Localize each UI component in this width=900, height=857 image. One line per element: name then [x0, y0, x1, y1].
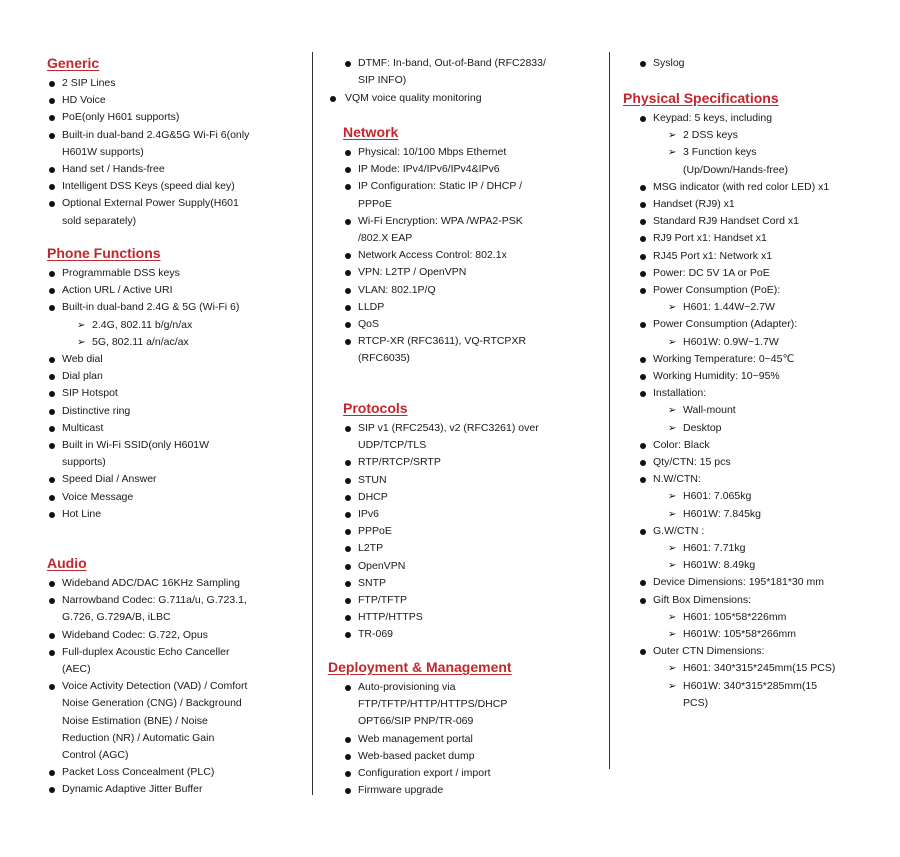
- bullet-icon: [345, 150, 351, 156]
- list-item-text: Full-duplex Acoustic Echo Canceller: [62, 645, 230, 658]
- bullet-icon: [345, 219, 351, 225]
- section-heading: Generic: [47, 55, 100, 71]
- bullet-icon: [640, 236, 646, 242]
- bullet-icon: [345, 288, 351, 294]
- list-item-text: G.W/CTN :: [653, 524, 705, 537]
- bullet-icon: [345, 754, 351, 760]
- list-item-text: H601W supports): [62, 145, 144, 158]
- bullet-icon: [345, 529, 351, 535]
- list-item-text: Built in Wi-Fi SSID(only H601W: [62, 439, 210, 451]
- list-item-text: IPv6: [358, 508, 380, 520]
- list-item-text: Narrowband Codec: G.711a/u, G.723.1,: [62, 594, 247, 607]
- bullet-icon: [640, 357, 646, 363]
- list-item-text: SNTP: [358, 576, 387, 589]
- bullet-icon: [49, 512, 55, 518]
- list-item-text: G.726, G.729A/B, iLBC: [62, 611, 171, 624]
- list-item-text: RTP/RTCP/SRTP: [358, 456, 441, 469]
- list-item-text: VLAN: 802.1P/Q: [358, 283, 436, 296]
- sub-item-text: (Up/Down/Hands-free): [683, 163, 789, 176]
- list-item-text: Speed Dial / Answer: [62, 473, 157, 486]
- bullet-icon: [345, 253, 351, 259]
- bullet-icon: [345, 339, 351, 345]
- bullet-icon: [345, 581, 351, 587]
- list-item-text: Wi-Fi Encryption: WPA /WPA2-PSK: [358, 214, 523, 227]
- bullet-icon: [640, 219, 646, 225]
- list-item-text: Outer CTN Dimensions:: [653, 645, 765, 658]
- section-heading: Protocols: [343, 400, 408, 416]
- bullet-icon: [640, 443, 646, 449]
- bullet-icon: [345, 460, 351, 466]
- list-item-text: Auto-provisioning via: [358, 681, 456, 693]
- list-item-text: Configuration export / import: [358, 767, 491, 779]
- list-item-text: RJ9 Port x1: Handset x1: [653, 232, 767, 245]
- list-item-text: Noise Estimation (BNE) / Noise: [62, 714, 208, 727]
- list-item-text: VPN: L2TP / OpenVPN: [358, 266, 467, 279]
- list-item-text: Power Consumption (Adapter):: [653, 318, 798, 331]
- bullet-icon: [640, 271, 646, 277]
- list-item-text: SIP Hotspot: [62, 387, 118, 400]
- bullet-icon: [345, 495, 351, 501]
- list-item-text: Web-based packet dump: [358, 749, 475, 762]
- bullet-icon: [345, 632, 351, 638]
- list-item-text: FTP/TFTP: [358, 594, 407, 606]
- list-item-text: Dynamic Adaptive Jitter Buffer: [62, 783, 203, 796]
- list-item-text: Wideband Codec: G.722, Opus: [62, 628, 208, 641]
- bullet-icon: [345, 737, 351, 743]
- bullet-icon: [640, 116, 646, 122]
- bullet-icon: [49, 357, 55, 363]
- list-item-text: Qty/CTN: 15 pcs: [653, 456, 731, 468]
- arrow-bullet-icon: ➢: [668, 491, 677, 503]
- list-item-text: Web management portal: [358, 732, 473, 745]
- sub-item-text: H601: 7.065kg: [683, 490, 752, 503]
- list-item-text: Device Dimensions: 195*181*30 mm: [653, 576, 824, 589]
- arrow-bullet-icon: ➢: [668, 422, 677, 434]
- bullet-icon: [49, 787, 55, 793]
- arrow-bullet-icon: ➢: [668, 663, 677, 675]
- list-item-text: TR-069: [358, 628, 394, 641]
- list-item-text: Multicast: [62, 421, 104, 434]
- bullet-icon: [345, 167, 351, 173]
- bullet-icon: [345, 61, 351, 67]
- arrow-bullet-icon: ➢: [77, 336, 86, 348]
- section-heading: Physical Specifications: [623, 90, 779, 106]
- bullet-icon: [345, 615, 351, 621]
- sub-item-text: H601W: 7.845kg: [683, 507, 762, 520]
- list-item-text: VQM voice quality monitoring: [345, 92, 482, 104]
- list-item-text: Physical: 10/100 Mbps Ethernet: [358, 146, 507, 158]
- sub-item-text: H601: 7.71kg: [683, 542, 746, 554]
- arrow-bullet-icon: ➢: [668, 680, 677, 692]
- list-item-text: Noise Generation (CNG) / Background: [62, 697, 242, 710]
- bullet-icon: [640, 580, 646, 586]
- list-item-text: Power: DC 5V 1A or PoE: [653, 266, 770, 279]
- list-item-text: Voice Activity Detection (VAD) / Comfort: [62, 680, 248, 693]
- bullet-icon: [640, 460, 646, 466]
- list-item-text: Handset (RJ9) x1: [653, 198, 735, 210]
- list-item-text: Distinctive ring: [62, 404, 131, 417]
- bullet-icon: [640, 322, 646, 328]
- list-item-text: Firmware upgrade: [358, 784, 444, 797]
- bullet-icon: [49, 770, 55, 776]
- list-item-text: Programmable DSS keys: [62, 267, 180, 279]
- list-item-text: supports): [62, 456, 106, 469]
- arrow-bullet-icon: ➢: [668, 130, 677, 142]
- list-item-text: Standard RJ9 Handset Cord x1: [653, 215, 799, 228]
- section-heading: Phone Functions: [47, 245, 161, 261]
- bullet-icon: [49, 443, 55, 449]
- list-item-text: Built-in dual-band 2.4G&5G Wi-Fi 6(only: [62, 128, 250, 141]
- sub-item-text: Wall-mount: [683, 404, 736, 417]
- list-item-text: Hand set / Hands-free: [62, 163, 165, 175]
- bullet-icon: [49, 167, 55, 173]
- bullet-icon: [640, 61, 646, 67]
- bullet-icon: [345, 512, 351, 518]
- list-item-text: UDP/TCP/TLS: [358, 439, 427, 452]
- list-item-text: Power Consumption (PoE):: [653, 284, 781, 296]
- arrow-bullet-icon: ➢: [668, 560, 677, 572]
- bullet-icon: [49, 633, 55, 639]
- bullet-icon: [345, 788, 351, 794]
- list-item-text: Optional External Power Supply(H601: [62, 197, 239, 210]
- bullet-icon: [49, 184, 55, 190]
- bullet-icon: [49, 409, 55, 415]
- arrow-bullet-icon: ➢: [668, 405, 677, 417]
- section-heading: Network: [343, 124, 399, 140]
- list-item-text: Built-in dual-band 2.4G & 5G (Wi-Fi 6): [62, 301, 240, 314]
- list-item-text: N.W/CTN:: [653, 473, 701, 486]
- bullet-icon: [345, 478, 351, 484]
- bullet-icon: [49, 581, 55, 587]
- column-divider-1: [312, 52, 313, 795]
- bullet-icon: [345, 771, 351, 777]
- arrow-bullet-icon: ➢: [668, 629, 677, 640]
- bullet-icon: [49, 133, 55, 139]
- sub-item-text: H601W: 105*58*266mm: [683, 628, 797, 640]
- list-item-text: Dial plan: [62, 370, 103, 383]
- list-item-text: Hot Line: [62, 507, 102, 520]
- arrow-bullet-icon: ➢: [668, 611, 677, 623]
- list-item-text: Installation:: [653, 387, 707, 400]
- sub-item-text: 2 DSS keys: [683, 129, 738, 142]
- list-item-text: LLDP: [358, 300, 385, 313]
- bullet-icon: [345, 305, 351, 311]
- sub-item-text: H601W: 0.9W~1.7W: [683, 335, 779, 348]
- column-divider-2: [609, 52, 610, 769]
- list-item-text: RJ45 Port x1: Network x1: [653, 249, 773, 262]
- bullet-icon: [640, 391, 646, 397]
- list-item-text: Keypad: 5 keys, including: [653, 112, 773, 124]
- list-item-text: PPPoE: [358, 197, 392, 210]
- sub-item-text: 3 Function keys: [683, 146, 757, 159]
- bullet-icon: [49, 271, 55, 277]
- bullet-icon: [345, 426, 351, 432]
- bullet-icon: [345, 184, 351, 190]
- arrow-bullet-icon: ➢: [668, 336, 677, 348]
- list-item-text: HD Voice: [62, 94, 106, 107]
- list-item-text: OpenVPN: [358, 559, 406, 572]
- list-item-text: DHCP: [358, 490, 388, 503]
- bullet-icon: [49, 684, 55, 690]
- list-item-text: PPPoE: [358, 525, 392, 538]
- list-item-text: sold separately): [62, 214, 137, 227]
- list-item-text: IP Configuration: Static IP / DHCP /: [358, 180, 522, 193]
- sub-item-text: H601W: 8.49kg: [683, 559, 756, 572]
- list-item-text: 2 SIP Lines: [62, 77, 116, 89]
- bullet-icon: [640, 649, 646, 655]
- bullet-icon: [345, 685, 351, 691]
- list-item-text: Reduction (NR) / Automatic Gain: [62, 731, 215, 744]
- bullet-icon: [49, 201, 55, 207]
- list-item-text: Voice Message: [62, 490, 134, 503]
- arrow-bullet-icon: ➢: [668, 147, 677, 159]
- bullet-icon: [49, 391, 55, 397]
- bullet-icon: [345, 546, 351, 552]
- bullet-icon: [345, 598, 351, 604]
- section-heading: Deployment & Management: [328, 659, 512, 675]
- sub-item-text: 5G, 802.11 a/n/ac/ax: [92, 335, 189, 348]
- list-item-text: RTCP-XR (RFC3611), VQ-RTCPXR: [358, 335, 527, 348]
- section-heading: Audio: [47, 555, 87, 571]
- bullet-icon: [640, 374, 646, 380]
- list-item-text: Intelligent DSS Keys (speed dial key): [62, 180, 235, 193]
- bullet-icon: [49, 650, 55, 656]
- list-item-text: MSG indicator (with red color LED) x1: [653, 180, 830, 193]
- bullet-icon: [345, 270, 351, 276]
- bullet-icon: [640, 598, 646, 604]
- list-item-text: (RFC6035): [358, 352, 410, 365]
- list-item-text: DTMF: In-band, Out-of-Band (RFC2833/: [358, 57, 546, 69]
- list-item-text: Web dial: [62, 353, 103, 365]
- bullet-icon: [49, 305, 55, 311]
- list-item-text: PoE(only H601 supports): [62, 111, 180, 124]
- list-item-text: STUN: [358, 473, 387, 486]
- list-item-text: Network Access Control: 802.1x: [358, 249, 507, 262]
- list-item-text: Wideband ADC/DAC 16KHz Sampling: [62, 577, 240, 589]
- bullet-icon: [345, 564, 351, 570]
- arrow-bullet-icon: ➢: [668, 508, 677, 520]
- bullet-icon: [640, 254, 646, 260]
- list-item-text: (AEC): [62, 663, 91, 675]
- sub-item-text: H601: 105*58*226mm: [683, 610, 787, 623]
- list-item-text: Syslog: [653, 57, 685, 69]
- list-item-text: Color: Black: [653, 438, 710, 451]
- sub-item-text: PCS): [683, 696, 709, 709]
- sub-item-text: H601W: 340*315*285mm(15: [683, 679, 818, 692]
- bullet-icon: [330, 96, 336, 102]
- list-item-text: IP Mode: IPv4/IPv6/IPv4&IPv6: [358, 163, 500, 176]
- list-item-text: Action URL / Active URI: [62, 284, 173, 297]
- sub-item-text: Desktop: [683, 421, 722, 434]
- list-item-text: Working Humidity: 10~95%: [653, 370, 780, 382]
- list-item-text: FTP/TFTP/HTTP/HTTPS/DHCP: [358, 698, 508, 711]
- bullet-icon: [49, 98, 55, 104]
- arrow-bullet-icon: ➢: [668, 302, 677, 314]
- bullet-icon: [49, 288, 55, 294]
- bullet-icon: [49, 495, 55, 501]
- sub-item-text: H601: 1.44W~2.7W: [683, 301, 775, 314]
- bullet-icon: [49, 426, 55, 432]
- bullet-icon: [49, 81, 55, 87]
- list-item-text: L2TP: [358, 542, 384, 555]
- bullet-icon: [640, 288, 646, 294]
- bullet-icon: [49, 598, 55, 604]
- list-item-text: QoS: [358, 318, 380, 330]
- bullet-icon: [640, 185, 646, 191]
- bullet-icon: [49, 477, 55, 483]
- list-item-text: Packet Loss Concealment (PLC): [62, 766, 215, 779]
- sub-item-text: 2.4G, 802.11 b/g/n/ax: [92, 318, 193, 331]
- list-item-text: HTTP/HTTPS: [358, 611, 423, 624]
- bullet-icon: [640, 202, 646, 208]
- list-item-text: Working Temperature: 0~45℃: [653, 352, 795, 365]
- arrow-bullet-icon: ➢: [77, 319, 86, 331]
- list-item-text: SIP v1 (RFC2543), v2 (RFC3261) over: [358, 422, 539, 434]
- list-item-text: /802.X EAP: [358, 232, 413, 244]
- list-item-text: Control (AGC): [62, 749, 129, 761]
- list-item-text: OPT66/SIP PNP/TR-069: [358, 715, 474, 728]
- bullet-icon: [345, 322, 351, 328]
- bullet-icon: [49, 374, 55, 380]
- list-item-text: Gift Box Dimensions:: [653, 593, 752, 606]
- bullet-icon: [640, 477, 646, 483]
- arrow-bullet-icon: ➢: [668, 543, 677, 554]
- sub-item-text: H601: 340*315*245mm(15 PCS): [683, 662, 836, 675]
- bullet-icon: [640, 529, 646, 535]
- list-item-text: SIP INFO): [358, 74, 407, 87]
- bullet-icon: [49, 115, 55, 121]
